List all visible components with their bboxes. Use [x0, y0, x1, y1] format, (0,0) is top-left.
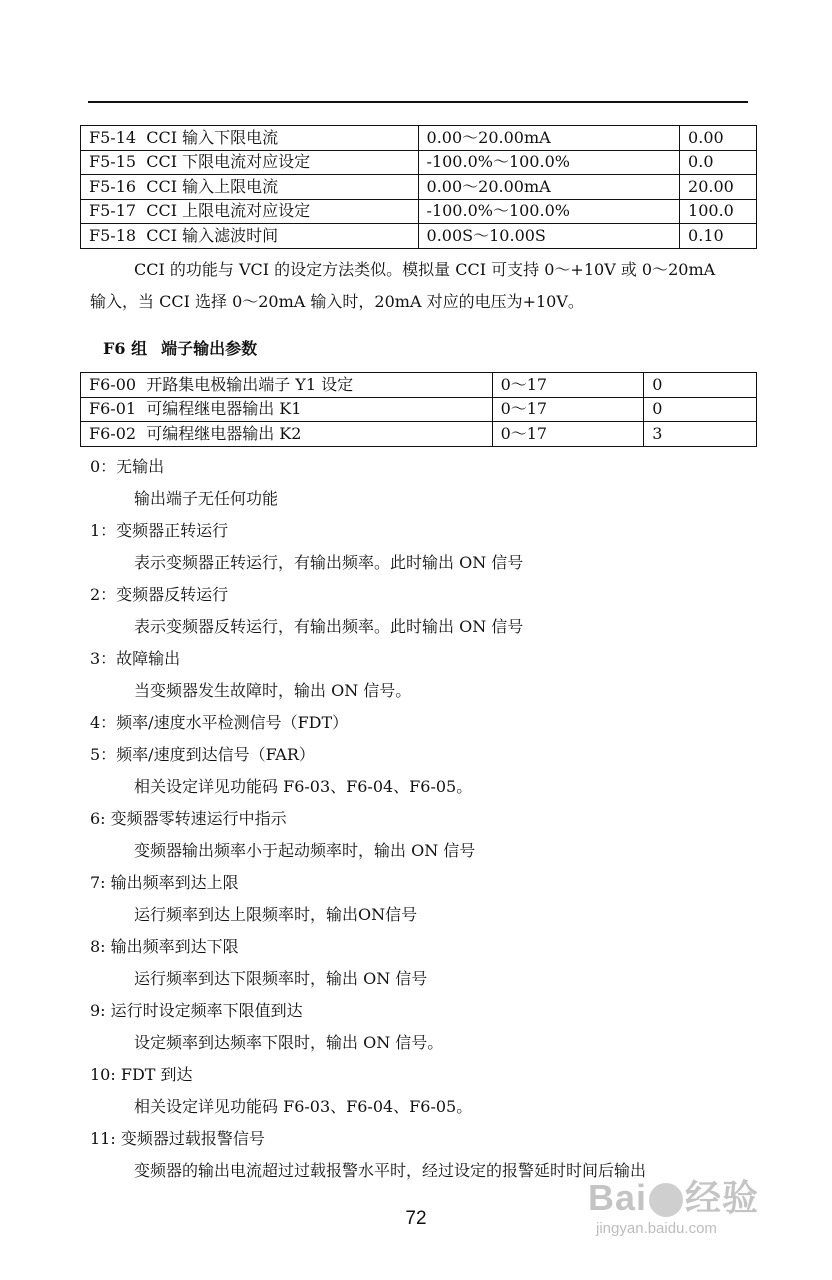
range-cell: -100.0%～100.0%	[418, 150, 680, 175]
option-desc-10: 相关设定详见功能码 F6-03、F6-04、F6-05。	[134, 1097, 473, 1116]
option-label-4: 4：频率/速度水平检测信号（FDT）	[90, 713, 349, 732]
option-label-2: 2：变频器反转运行	[90, 585, 229, 604]
watermark-url: jingyan.baidu.com	[596, 1220, 717, 1237]
option-label-6: 6: 变频器零转速运行中指示	[90, 809, 287, 828]
table-row	[81, 150, 757, 175]
option-label-3: 3：故障输出	[90, 649, 181, 668]
param-cell: F6-01 可编程继电器输出 K1	[81, 397, 493, 422]
table-row	[81, 422, 757, 447]
option-label-0: 0：无输出	[90, 457, 165, 476]
option-desc-11: 变频器的输出电流超过过载报警水平时，经过设定的报警延时时间后输出	[134, 1161, 647, 1180]
param-cell: F5-14 CCI 输入下限电流	[81, 126, 419, 151]
section-heading	[103, 336, 257, 359]
option-label-11: 11: 变频器过载报警信号	[90, 1129, 265, 1148]
param-table-f6	[80, 372, 757, 447]
param-table-f5	[80, 125, 757, 249]
table-row	[81, 397, 757, 422]
param-cell: F5-18 CCI 输入滤波时间	[81, 224, 419, 249]
option-label-1: 1：变频器正转运行	[90, 521, 229, 540]
range-cell: 0.00S～10.00S	[418, 224, 680, 249]
option-desc-9: 设定频率到达频率下限时，输出 ON 信号。	[134, 1033, 444, 1052]
option-desc-6: 变频器输出频率小于起动频率时，输出 ON 信号	[134, 841, 476, 860]
param-cell: F5-17 CCI 上限电流对应设定	[81, 199, 419, 224]
range-cell: 0.00～20.00mA	[418, 126, 680, 151]
option-label-5: 5：频率/速度到达信号（FAR）	[90, 745, 315, 764]
param-cell: F5-16 CCI 输入上限电流	[81, 175, 419, 200]
default-cell: 0.00	[680, 126, 757, 151]
default-cell: 100.0	[680, 199, 757, 224]
watermark-logo: Bai 经验	[588, 1177, 760, 1218]
default-cell: 0.10	[680, 224, 757, 249]
default-cell: 0.0	[680, 150, 757, 175]
default-cell: 3	[644, 422, 757, 447]
section-group: F6 组	[103, 339, 148, 358]
table-row	[81, 126, 757, 151]
table-row	[81, 373, 757, 398]
option-label-7: 7: 输出频率到达上限	[90, 873, 239, 892]
table-row	[81, 199, 757, 224]
default-cell: 0	[644, 397, 757, 422]
option-label-9: 9: 运行时设定频率下限值到达	[90, 1001, 303, 1020]
option-desc-7: 运行频率到达上限频率时，输出ON信号	[134, 905, 418, 924]
table-row	[81, 175, 757, 200]
option-label-8: 8: 输出频率到达下限	[90, 937, 239, 956]
cci-note-line-2: 输入，当 CCI 选择 0～20mA 输入时，20mA 对应的电压为+10V。	[90, 292, 584, 311]
option-desc-8: 运行频率到达下限频率时，输出 ON 信号	[134, 969, 428, 988]
param-cell: F6-02 可编程继电器输出 K2	[81, 422, 493, 447]
option-label-10: 10: FDT 到达	[90, 1065, 193, 1084]
page-number: 72	[405, 1208, 427, 1229]
range-cell: 0～17	[492, 397, 644, 422]
range-cell: -100.0%～100.0%	[418, 199, 680, 224]
option-desc-1: 表示变频器正转运行，有输出频率。此时输出 ON 信号	[134, 553, 524, 572]
range-cell: 0～17	[492, 373, 644, 398]
header-rule	[88, 101, 748, 103]
param-cell: F5-15 CCI 下限电流对应设定	[81, 150, 419, 175]
section-title: 端子输出参数	[161, 339, 258, 358]
default-cell: 20.00	[680, 175, 757, 200]
table-row	[81, 224, 757, 249]
option-desc-0: 输出端子无任何功能	[134, 489, 279, 508]
option-desc-2: 表示变频器反转运行，有输出频率。此时输出 ON 信号	[134, 617, 524, 636]
range-cell: 0.00～20.00mA	[418, 175, 680, 200]
default-cell: 0	[644, 373, 757, 398]
option-desc-5: 相关设定详见功能码 F6-03、F6-04、F6-05。	[134, 777, 473, 796]
option-desc-3: 当变频器发生故障时，输出 ON 信号。	[134, 681, 412, 700]
param-cell: F6-00 开路集电极输出端子 Y1 设定	[81, 373, 493, 398]
range-cell: 0～17	[492, 422, 644, 447]
cci-note-line-1: CCI 的功能与 VCI 的设定方法类似。模拟量 CCI 可支持 0～+10V 或 0～20mA	[134, 260, 716, 279]
